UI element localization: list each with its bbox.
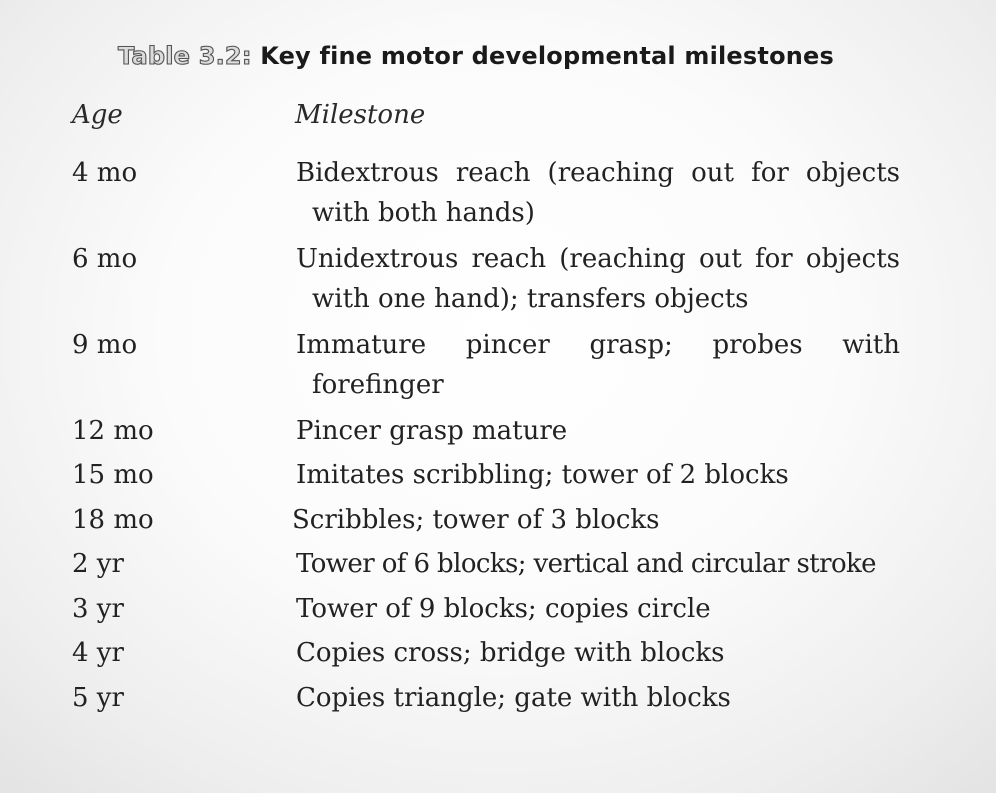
milestone-line-continued: with one hand); transfers objects — [312, 284, 749, 314]
milestone-line: Bidextrous reach (reaching out for objects — [296, 158, 900, 188]
milestone-line: Pincer grasp mature — [296, 416, 568, 446]
milestone-line: Unidextrous reach (reaching out for objects — [296, 244, 900, 274]
milestone-cell — [296, 632, 900, 674]
milestone-line: Copies cross; bridge with blocks — [296, 638, 725, 668]
age-cell: 6 mo — [72, 244, 138, 274]
milestone-line-continued: with both hands) — [312, 198, 535, 228]
milestone-cell — [292, 499, 896, 541]
age-cell: 5 yr — [72, 683, 124, 713]
age-cell: 3 yr — [72, 594, 124, 624]
age-cell: 15 mo — [72, 460, 154, 490]
milestone-line: Scribbles; tower of 3 blocks — [292, 505, 660, 535]
milestone-line: Immature pincer grasp; probes with — [296, 330, 900, 360]
milestone-cell — [296, 410, 900, 452]
milestone-cell — [296, 454, 900, 496]
milestone-cell — [296, 588, 900, 630]
age-cell: 9 mo — [72, 330, 138, 360]
table-title-text: Key fine motor developmental milestones — [260, 42, 835, 70]
milestone-line-continued: forefinger — [312, 370, 444, 400]
milestone-cell — [296, 677, 900, 719]
table-label: Table 3.2: — [118, 42, 252, 70]
milestone-line: Imitates scribbling; tower of 2 blocks — [296, 460, 789, 490]
milestone-line: Tower of 9 blocks; copies circle — [296, 594, 711, 624]
age-cell: 4 mo — [72, 158, 138, 188]
milestone-cell — [296, 152, 900, 234]
column-header-milestone: Milestone — [295, 100, 426, 130]
age-cell: 4 yr — [72, 638, 124, 668]
milestone-cell — [296, 543, 900, 585]
age-cell: 18 mo — [72, 505, 154, 535]
table-title — [118, 42, 878, 70]
milestone-cell — [296, 324, 900, 406]
milestone-line: Copies triangle; gate with blocks — [296, 683, 731, 713]
column-header-age: Age — [72, 100, 123, 130]
age-cell: 2 yr — [72, 549, 124, 579]
age-cell: 12 mo — [72, 416, 154, 446]
milestone-line: Tower of 6 blocks; vertical and circular stroke — [296, 549, 876, 579]
milestone-cell — [296, 238, 900, 320]
